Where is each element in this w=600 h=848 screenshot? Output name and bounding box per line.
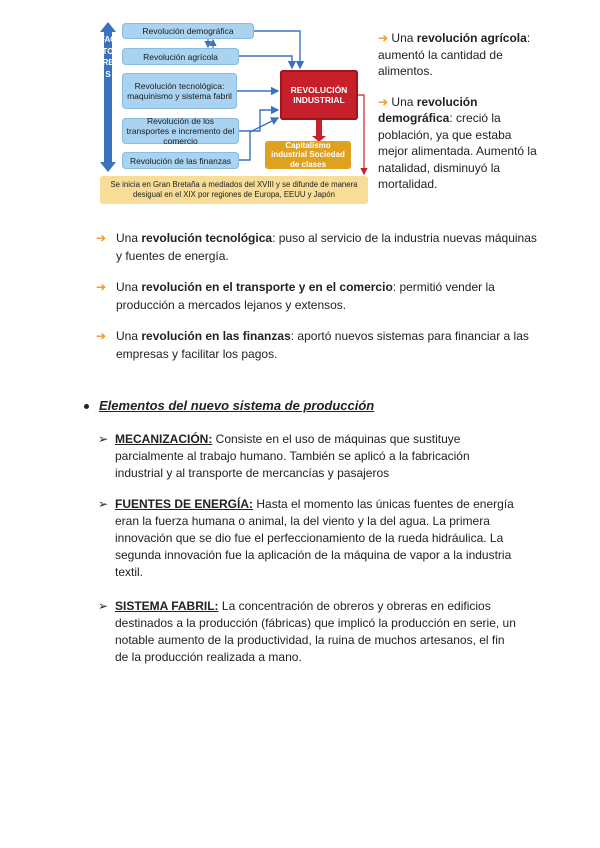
side-p1-bold: revolución agrícola xyxy=(416,31,527,45)
side-text xyxy=(378,30,538,193)
box-revolucion-agricola: Revolución agrícola xyxy=(122,48,239,65)
revolucion-industrial-title: REVOLUCIÓN INDUSTRIAL xyxy=(290,85,348,105)
arrow-icon: ➔ xyxy=(96,280,107,294)
box-revolucion-finanzas: Revolución de las finanzas xyxy=(122,152,239,169)
arrow-icon: ➔ xyxy=(378,31,389,45)
pointer-icon: ➢ xyxy=(98,497,109,511)
para-tecnologica xyxy=(96,230,544,265)
capitalismo-box xyxy=(265,141,351,169)
item1-text: Hasta el momento las únicas fuentes de energía eran la fuerza humana o animal, la del viento y la del agua. La primera innovación que se dio fue el perfeccionamiento de la rueda hidráulica. La segunda innovación fue la aplicación de la máquina de vapor a la industria textil. xyxy=(115,497,514,579)
box-revolucion-tecnologica: Revolución tecnológica: maquinismo y sistema fabril xyxy=(122,73,237,109)
item-sistema-fabril xyxy=(98,598,518,666)
para0-rest: : puso al servicio de la industria nuevas máquinas y fuentes de energía. xyxy=(116,231,537,263)
side-p2-bold: revolución demográfica xyxy=(378,94,478,125)
item2-text: La concentración de obreros y obreras en edificios destinados a la producción (fábricas) que implicó la producción en serie, un notable aumento de la productividad, la ruina de muchos artesanos, el fin de la producción realizada a mano. xyxy=(115,599,516,664)
section-heading-text: Elementos del nuevo sistema de producción xyxy=(99,398,375,413)
item0-text: Consiste en el uso de máquinas que sustituye parcialmente al trabajo humano. También se aplicó a la fabricación industrial y al transporte de mercancías y pasajeros xyxy=(115,432,470,480)
side-para-demografica xyxy=(378,94,538,193)
arrow-icon: ➔ xyxy=(96,231,107,245)
pointer-icon: ➢ xyxy=(98,432,109,446)
para0-bold: revolución tecnológica xyxy=(141,231,273,245)
side-para-agricola xyxy=(378,30,538,80)
para1-pre: Una xyxy=(116,280,142,294)
bullet-dot-icon xyxy=(84,404,89,409)
side-p1-pre: Una xyxy=(391,31,417,45)
pointer-icon: ➢ xyxy=(98,599,109,613)
para1-bold: revolución en el transporte y en el comercio xyxy=(141,280,393,294)
para2-pre: Una xyxy=(116,329,142,343)
box-revolucion-demografica: Revolución demográfica xyxy=(122,23,254,39)
industrial-revolution-diagram xyxy=(100,20,368,204)
diagram-bottom-note xyxy=(100,176,368,204)
arrow-icon: ➔ xyxy=(96,329,107,343)
factores-label: FACTORES xyxy=(100,35,116,79)
bottom-note-text: Se inicia en Gran Bretaña a mediados del XVIII y se difunde de manera desigual en el XIX por regiones de Europa, EEUU y Japón xyxy=(110,180,358,199)
para0-pre: Una xyxy=(116,231,142,245)
para-transporte xyxy=(96,279,544,314)
para1-rest: : permitió vender la producción a mercados lejanos y extensos. xyxy=(116,280,495,312)
side-p1-rest: : aumentó la cantidad de alimentos. xyxy=(378,31,531,78)
side-p2-pre: Una xyxy=(391,94,417,109)
arrow-icon: ➔ xyxy=(378,94,389,109)
item2-label: SISTEMA FABRIL: xyxy=(115,599,219,613)
capitalismo-text: Capitalismo industrial Sociedad de clases xyxy=(271,140,345,169)
box-revolucion-transportes: Revolución de los transportes e incremento del comercio xyxy=(122,118,239,144)
section-heading xyxy=(84,398,374,413)
side-p2-rest: : creció la población, ya que estaba mejor alimentada. Aumentó la natalidad, disminuyó la mortalidad. xyxy=(378,111,537,191)
item-mecanizacion xyxy=(98,431,518,482)
item-fuentes-energia xyxy=(98,496,518,581)
revolucion-industrial-box xyxy=(280,70,358,120)
para-finanzas xyxy=(96,328,544,363)
item1-label: FUENTES DE ENERGÍA: xyxy=(115,497,254,511)
para2-bold: revolución en las finanzas xyxy=(141,329,291,343)
para2-rest: : aportó nuevos sistemas para financiar a las empresas y facilitar los pagos. xyxy=(116,329,529,361)
item0-label: MECANIZACIÓN: xyxy=(115,432,213,446)
